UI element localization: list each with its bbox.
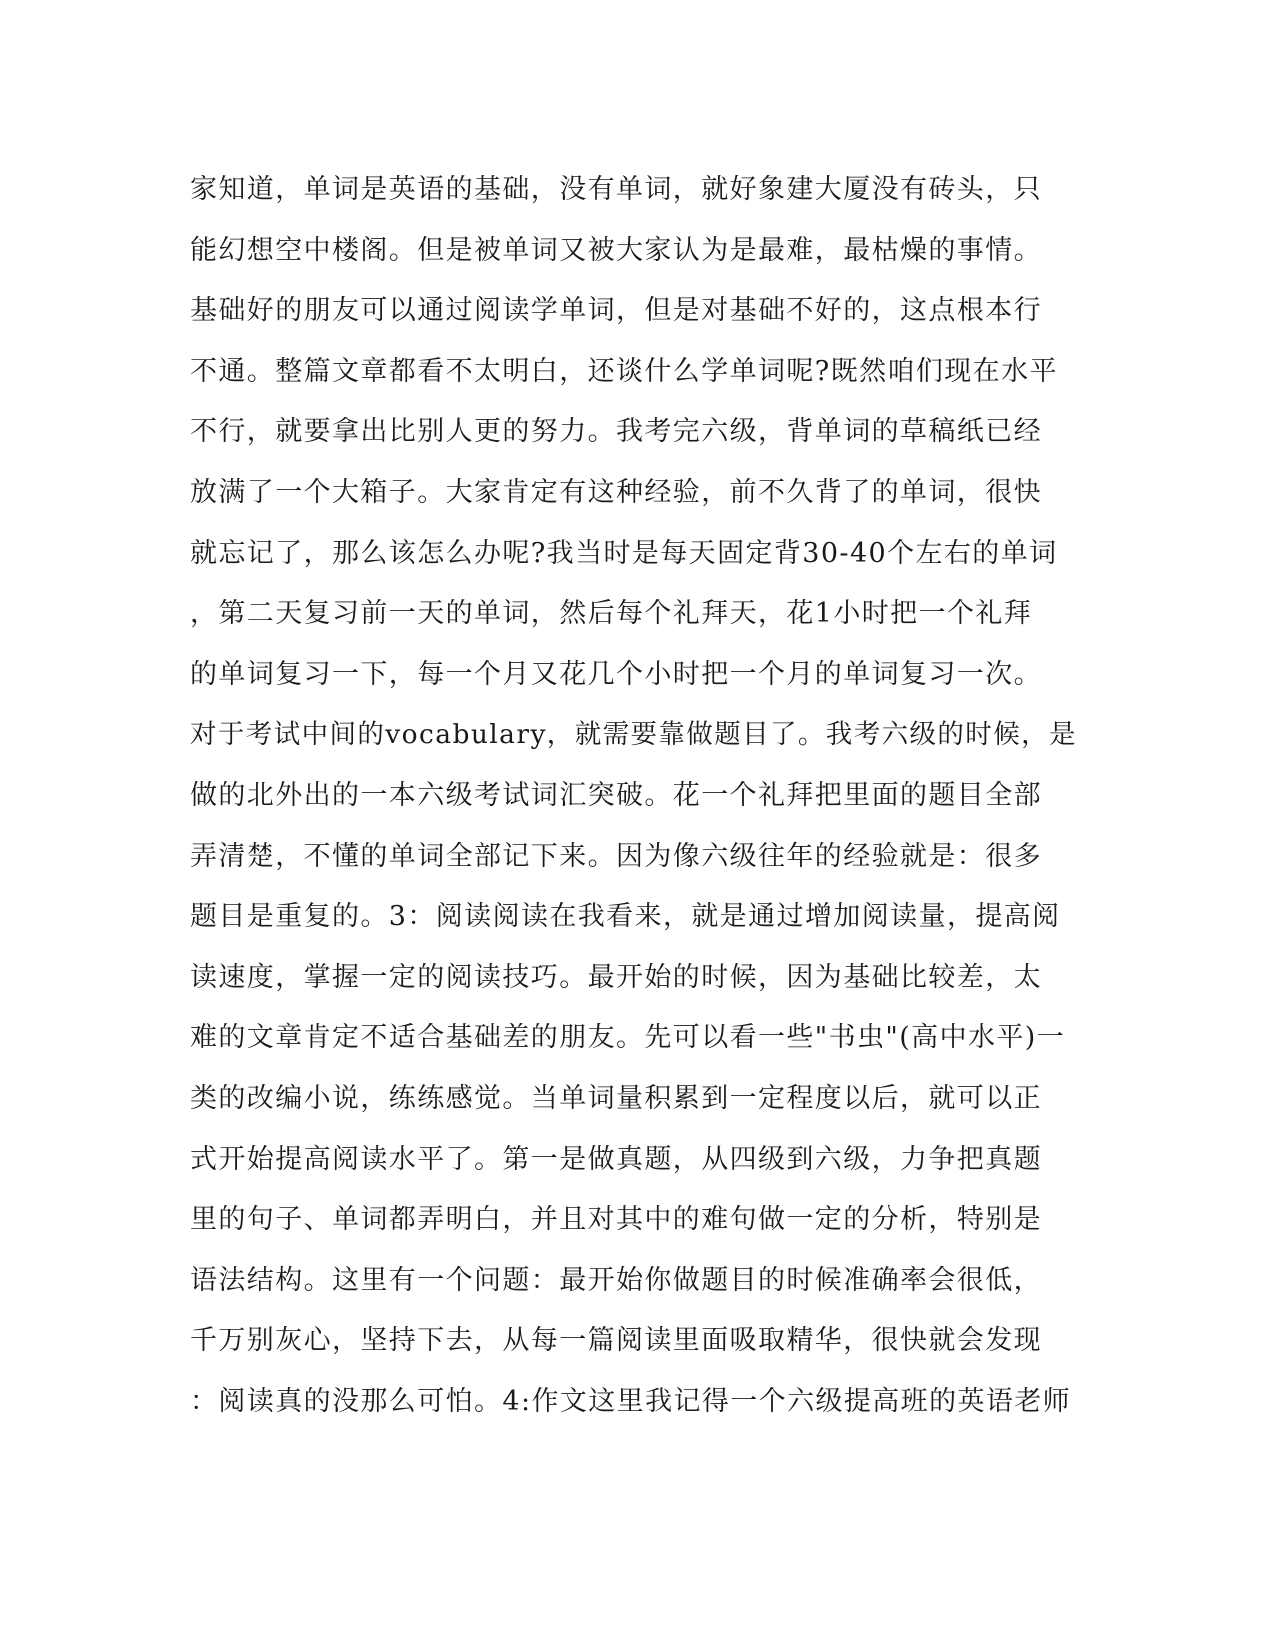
text-line: 题目是重复的。3：阅读阅读在我看来，就是通过增加阅读量，提高阅 [190,901,1061,933]
text-line: 对于考试中间的vocabulary，就需要靠做题目了。我考六级的时候，是 [190,719,1077,751]
text-line: 不通。整篇文章都看不太明白，还谈什么学单词呢?既然咱们现在水平 [190,355,1058,387]
text-line: 就忘记了，那么该怎么办呢?我当时是每天固定背30-40个左右的单词 [190,537,1058,569]
text-line: 里的句子、单词都弄明白，并且对其中的难句做一定的分析，特别是 [190,1204,1042,1236]
text-line: 语法结构。这里有一个问题：最开始你做题目的时候准确率会很低， [190,1264,1042,1296]
body-text [190,160,1090,1432]
text-line: 的单词复习一下，每一个月又花几个小时把一个月的单词复习一次。 [190,658,1042,690]
text-line: 做的北外出的一本六级考试词汇突破。花一个礼拜把里面的题目全部 [190,779,1042,811]
text-line: 基础好的朋友可以通过阅读学单词，但是对基础不好的，这点根本行 [190,295,1042,327]
text-line: 读速度，掌握一定的阅读技巧。最开始的时候，因为基础比较差，太 [190,961,1042,993]
text-line: 放满了一个大箱子。大家肯定有这种经验，前不久背了的单词，很快 [190,476,1042,508]
text-line: 家知道，单词是英语的基础，没有单词，就好象建大厦没有砖头，只 [190,174,1042,205]
text-line: 不行，就要拿出比别人更的努力。我考完六级，背单词的草稿纸已经 [190,416,1042,448]
text-line: 式开始提高阅读水平了。第一是做真题，从四级到六级，力争把真题 [190,1143,1042,1175]
text-line: 千万别灰心，坚持下去，从每一篇阅读里面吸取精华，很快就会发现 [190,1325,1042,1357]
text-line: 能幻想空中楼阁。但是被单词又被大家认为是最难，最枯燥的事情。 [190,234,1042,266]
text-line: 难的文章肯定不适合基础差的朋友。先可以看一些"书虫"(高中水平)一 [190,1022,1066,1054]
text-line: 类的改编小说，练练感觉。当单词量积累到一定程度以后，就可以正 [190,1082,1042,1114]
text-line: 弄清楚，不懂的单词全部记下来。因为像六级往年的经验就是：很多 [190,840,1042,872]
text-line: ：阅读真的没那么可怕。4:作文这里我记得一个六级提高班的英语老师 [190,1385,1072,1417]
text-line: ，第二天复习前一天的单词，然后每个礼拜天，花1小时把一个礼拜 [190,598,1033,630]
